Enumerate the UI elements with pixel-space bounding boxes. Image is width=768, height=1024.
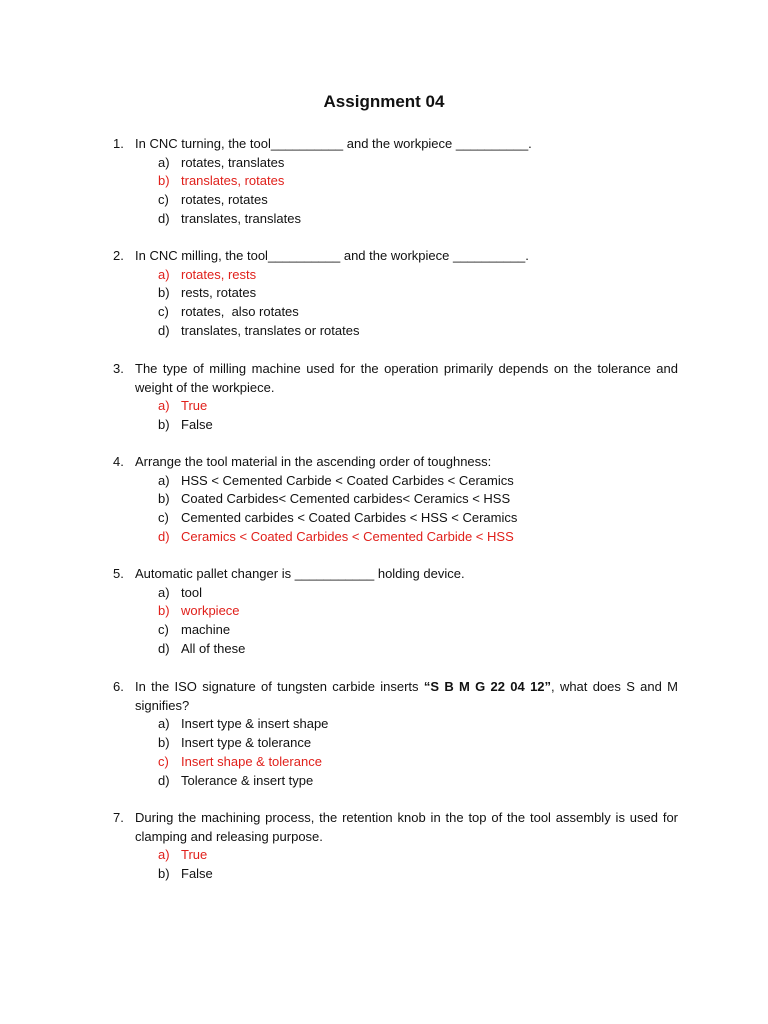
option-label: a) xyxy=(158,847,170,863)
option-b xyxy=(158,416,678,435)
option-d xyxy=(158,322,678,341)
question-1 xyxy=(113,135,678,229)
question-text xyxy=(135,678,678,715)
option-text: tool xyxy=(181,584,202,600)
option-d xyxy=(158,772,678,791)
option-label: a) xyxy=(158,716,170,732)
option-text: rotates, translates xyxy=(181,154,285,170)
option-a xyxy=(158,472,678,491)
option-text: True xyxy=(181,398,208,414)
question-text: Automatic pallet changer is ___________ holding device. xyxy=(135,566,465,581)
question-number: 4. xyxy=(113,454,124,469)
option-d xyxy=(158,640,678,659)
question-text: In CNC milling, the tool__________ and the workpiece __________. xyxy=(135,248,529,263)
option-text: rotates, rests xyxy=(181,266,257,282)
option-text: All of these xyxy=(181,640,246,656)
option-label: c) xyxy=(158,622,169,638)
question-number: 5. xyxy=(113,566,124,581)
question-text-part: , what does S and M signifies? xyxy=(135,679,678,713)
question-text: During the machining process, the retention knob in the top of the tool assembly is used for clamping and releasing purpose. xyxy=(135,810,678,844)
question-number: 6. xyxy=(113,679,124,694)
option-text: rests, rotates xyxy=(181,285,257,301)
option-b xyxy=(158,865,678,884)
option-text: Cemented carbides < Coated Carbides < HSS < Ceramics xyxy=(181,510,518,526)
option-label: d) xyxy=(158,210,170,226)
option-text: Insert type & insert shape xyxy=(181,716,329,732)
option-text: Coated Carbides< Cemented carbides< Ceramics < HSS xyxy=(181,491,511,507)
option-a-correct xyxy=(158,397,678,416)
question-number: 3. xyxy=(113,361,124,376)
option-label: d) xyxy=(158,640,170,656)
option-label: d) xyxy=(158,772,170,788)
option-label: b) xyxy=(158,491,170,507)
page-title: Assignment 04 xyxy=(323,92,445,111)
option-a xyxy=(158,154,678,173)
option-label: b) xyxy=(158,417,170,433)
option-text: Insert type & tolerance xyxy=(181,735,312,751)
option-list xyxy=(158,472,678,547)
option-label: a) xyxy=(158,472,170,488)
option-list xyxy=(158,584,678,659)
option-text: Ceramics < Coated Carbides < Cemented Carbide < HSS xyxy=(181,528,514,544)
option-label: a) xyxy=(158,154,170,170)
option-text: machine xyxy=(181,622,231,638)
option-a-correct xyxy=(158,266,678,285)
option-text: Tolerance & insert type xyxy=(181,772,314,788)
option-label: b) xyxy=(158,285,170,301)
option-label: c) xyxy=(158,753,169,769)
option-label: c) xyxy=(158,192,169,208)
option-label: b) xyxy=(158,603,170,619)
option-label: a) xyxy=(158,584,170,600)
option-label: a) xyxy=(158,398,170,414)
option-text: translates, translates xyxy=(181,210,301,226)
option-text: Insert shape & tolerance xyxy=(181,753,322,769)
option-text: workpiece xyxy=(181,603,240,619)
option-list xyxy=(158,266,678,341)
option-list xyxy=(158,715,678,790)
iso-signature-code: “S B M G 22 04 12” xyxy=(423,679,552,694)
option-label: d) xyxy=(158,528,170,544)
option-text: rotates, also rotates xyxy=(181,304,299,320)
option-list xyxy=(158,397,678,434)
question-number: 1. xyxy=(113,136,124,151)
option-b xyxy=(158,734,678,753)
option-b xyxy=(158,490,678,509)
question-5 xyxy=(113,565,678,659)
option-text: translates, translates or rotates xyxy=(181,322,360,338)
option-label: d) xyxy=(158,322,170,338)
option-c xyxy=(158,509,678,528)
option-text: translates, rotates xyxy=(181,173,285,189)
option-b-correct xyxy=(158,602,678,621)
option-a-correct xyxy=(158,846,678,865)
option-d xyxy=(158,210,678,229)
question-text-part: In the ISO signature of tungsten carbide inserts xyxy=(135,679,424,694)
option-b xyxy=(158,284,678,303)
option-d-correct xyxy=(158,528,678,547)
option-b-correct xyxy=(158,172,678,191)
option-c xyxy=(158,191,678,210)
option-text: rotates, rotates xyxy=(181,192,268,208)
option-c xyxy=(158,303,678,322)
option-text: False xyxy=(181,866,213,882)
option-c-correct xyxy=(158,753,678,772)
option-label: a) xyxy=(158,266,170,282)
question-6 xyxy=(113,678,678,790)
option-label: b) xyxy=(158,866,170,882)
option-label: c) xyxy=(158,304,169,320)
question-7 xyxy=(113,809,678,884)
option-a xyxy=(158,715,678,734)
question-4 xyxy=(113,453,678,547)
option-a xyxy=(158,584,678,603)
question-text: In CNC turning, the tool__________ and the workpiece __________. xyxy=(135,136,532,151)
option-c xyxy=(158,621,678,640)
option-label: b) xyxy=(158,735,170,751)
question-2 xyxy=(113,247,678,341)
option-label: c) xyxy=(158,510,169,526)
question-number: 7. xyxy=(113,810,124,825)
option-label: b) xyxy=(158,173,170,189)
question-3 xyxy=(113,360,678,435)
question-text: The type of milling machine used for the operation primarily depends on the tolerance and weight of the workpiece. xyxy=(135,361,678,395)
option-text: False xyxy=(181,417,213,433)
option-text: HSS < Cemented Carbide < Coated Carbides < Ceramics xyxy=(181,472,514,488)
option-list xyxy=(158,846,678,883)
option-text: True xyxy=(181,847,208,863)
option-list xyxy=(158,154,678,229)
question-text: Arrange the tool material in the ascending order of toughness: xyxy=(135,454,492,469)
question-number: 2. xyxy=(113,248,124,263)
